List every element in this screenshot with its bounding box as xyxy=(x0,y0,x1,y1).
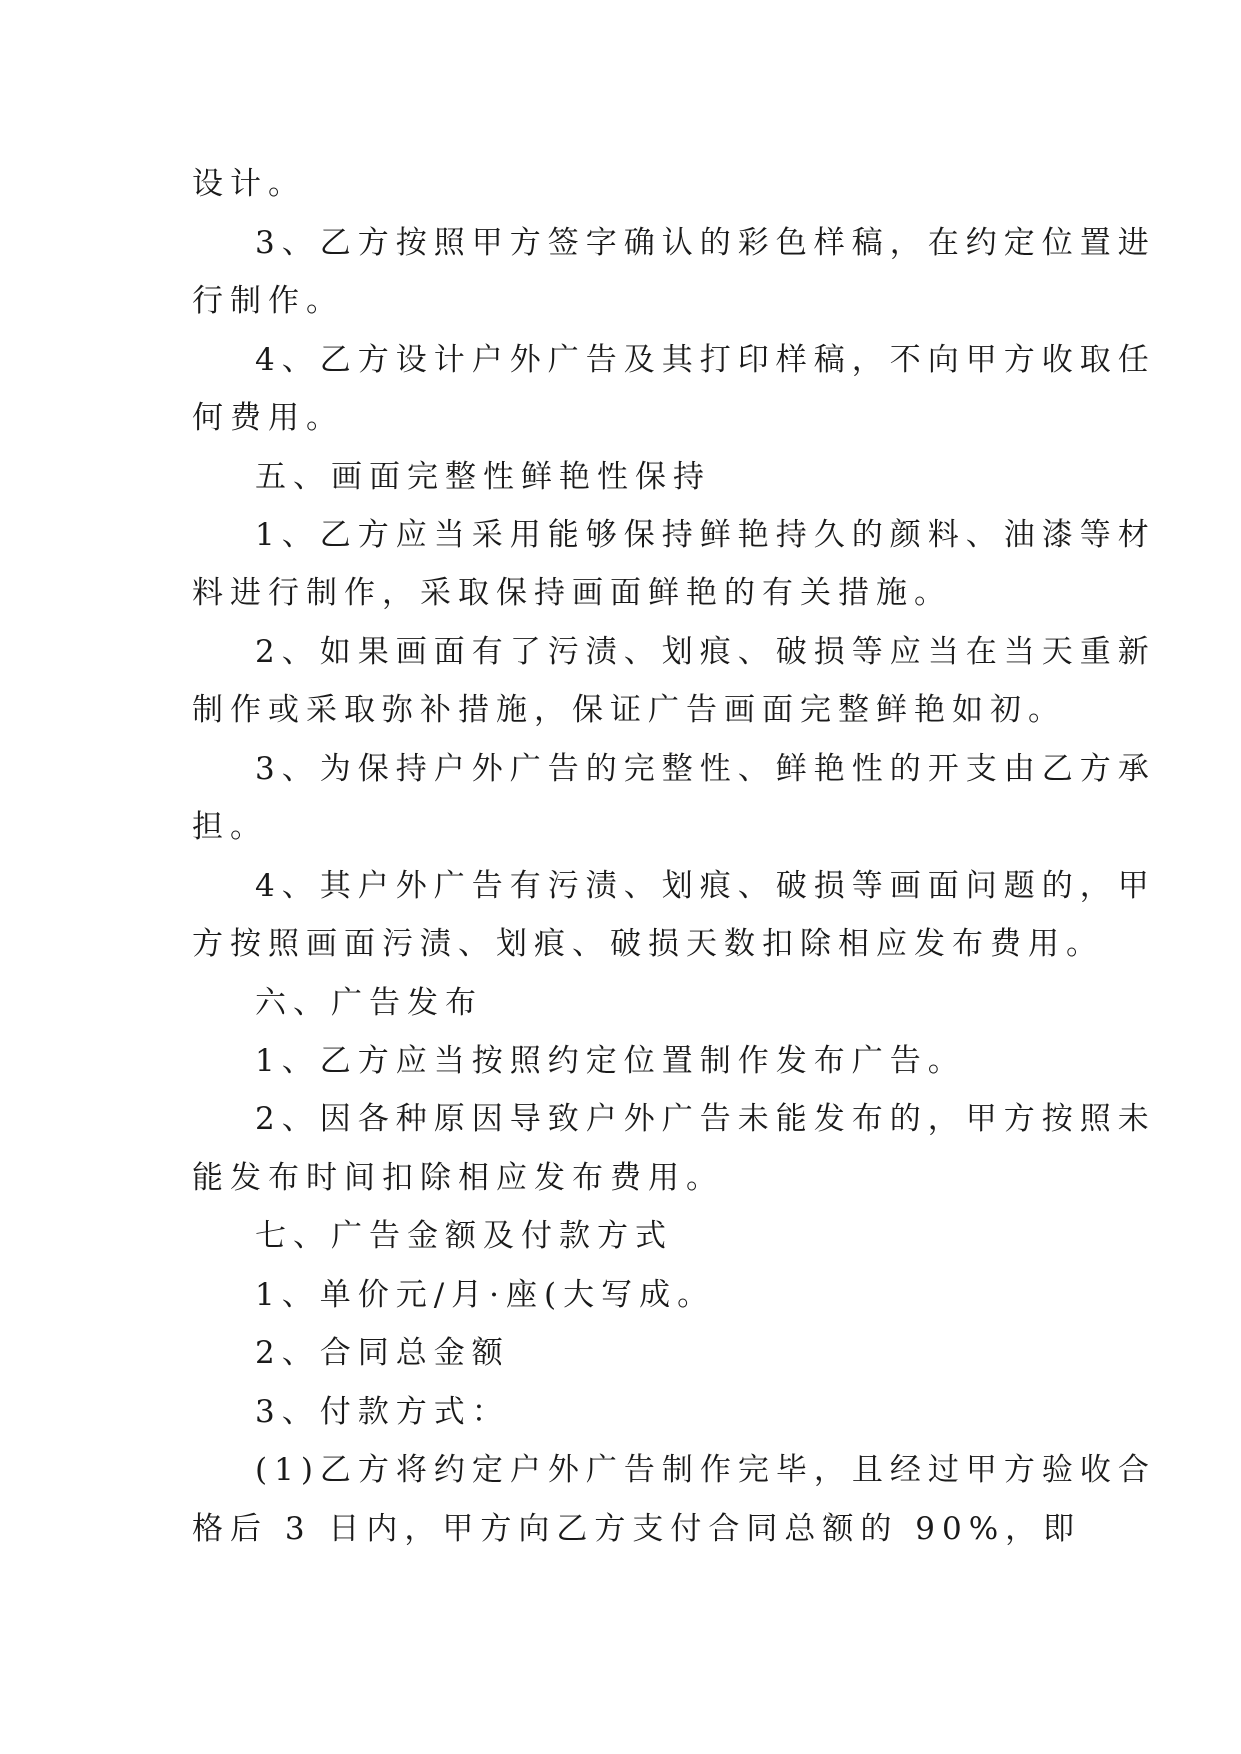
text-line: 料进行制作，采取保持画面鲜艳的有关措施。 xyxy=(192,575,952,611)
paragraph-line: 3、乙方按照甲方签字确认的彩色样稿，在约定位置进 xyxy=(255,225,1156,261)
paragraph-line: 4、乙方设计户外广告及其打印样稿，不向甲方收取任 xyxy=(255,342,1156,378)
text-line: 格后 3 日内，甲方向乙方支付合同总额的 90%，即 xyxy=(192,1511,1082,1547)
text-line: 何费用。 xyxy=(192,400,344,436)
section-heading: 七、广告金额及付款方式 xyxy=(255,1218,673,1254)
text-line: 设计。 xyxy=(192,166,306,202)
text-line: 方按照画面污渍、划痕、破损天数扣除相应发布费用。 xyxy=(192,926,1104,962)
section-heading: 五、画面完整性鲜艳性保持 xyxy=(255,459,711,495)
paragraph-line: 2、如果画面有了污渍、划痕、破损等应当在当天重新 xyxy=(255,634,1156,670)
paragraph-line: 3、为保持户外广告的完整性、鲜艳性的开支由乙方承 xyxy=(255,751,1156,787)
paragraph-line: 4、其户外广告有污渍、划痕、破损等画面问题的，甲 xyxy=(255,868,1156,904)
paragraph-line: (1)乙方将约定户外广告制作完毕，且经过甲方验收合 xyxy=(255,1452,1156,1488)
paragraph-line: 1、单价元/月·座(大写成。 xyxy=(255,1277,716,1313)
paragraph-line: 3、付款方式： xyxy=(255,1394,510,1430)
text-line: 制作或采取弥补措施，保证广告画面完整鲜艳如初。 xyxy=(192,692,1066,728)
paragraph-line: 2、合同总金额 xyxy=(255,1335,510,1371)
paragraph-line: 2、因各种原因导致户外广告未能发布的，甲方按照未 xyxy=(255,1101,1156,1137)
text-line: 担。 xyxy=(192,809,268,845)
section-heading: 六、广告发布 xyxy=(255,985,483,1021)
paragraph-line: 1、乙方应当采用能够保持鲜艳持久的颜料、油漆等材 xyxy=(255,517,1156,553)
text-line: 行制作。 xyxy=(192,283,344,319)
paragraph-line: 1、乙方应当按照约定位置制作发布广告。 xyxy=(255,1043,966,1079)
text-line: 能发布时间扣除相应发布费用。 xyxy=(192,1160,724,1196)
